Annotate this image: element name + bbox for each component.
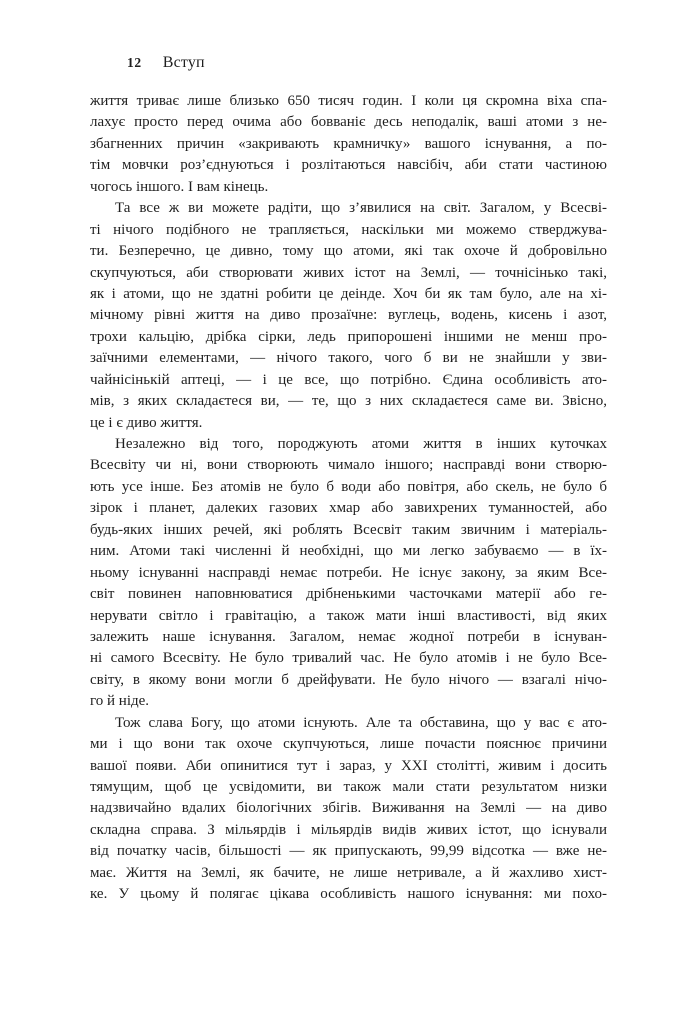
text-line: ні самого Всесвіту. Не було тривалий час. Не було атомів і не було Все- — [90, 650, 607, 667]
text-line: життя триває лише близько 650 тисяч годин. І коли ця скромна віха спа- — [90, 93, 607, 109]
section-title: Вступ — [162, 54, 205, 71]
text-line: ним. Атоми такі численні й необхідні, що ми легко забуваємо — в їх- — [90, 543, 607, 560]
text-line: тім мовчки роз’єднуються і розлітаються навсібіч, аби стати частиною — [90, 157, 607, 174]
paragraph — [90, 91, 607, 198]
text-line: складна справа. З мільярдів і мільярдів видів живих істот, що існували — [90, 821, 607, 838]
text-line: ньому існуванні насправді немає потреби. Не існує закону, за яким Все- — [90, 564, 607, 581]
text-line: трохи кальцію, дрібка сірки, ледь припорошені іншими не менш про- — [90, 328, 607, 345]
text-line: чогось іншого. І вам кінець. — [90, 178, 269, 195]
text-line: мів, з яких складаєтеся ви, — те, що з них складаєтеся саме ви. Звісно, — [90, 393, 607, 410]
paragraph — [90, 434, 607, 713]
page-number: 12 — [127, 55, 142, 70]
text-line: Незалежно від того, породжують атоми життя в інших куточках — [115, 436, 607, 452]
text-line: світу, в якому вони могли б дрейфувати. Не було нічого — взагалі нічо- — [90, 671, 607, 688]
text-line: ми і що вони так охоче скупчуються, лише почасти пояснює причини — [90, 736, 607, 753]
text-line: як і атоми, що не здатні робити це деінде. Хоч би як там було, але на хі- — [90, 285, 607, 302]
text-line: тямущим, щоб це усвідомити, ви також мали стати результатом низки — [90, 779, 607, 795]
text-line: надзвичайно вдалих біологічних збігів. Виживання на Землі — на диво — [90, 800, 607, 817]
running-head — [127, 54, 205, 72]
text-line: нерувати світло і гравітацію, а також мати інші властивості, від яких — [90, 607, 607, 624]
text-line: це і є диво життя. — [90, 414, 203, 431]
text-line: мічному рівні життя на диво прозаїчне: вуглець, водень, кисень і азот, — [90, 307, 607, 324]
text-line: Та все ж ви можете радіти, що з’явилися на світ. Загалом, у Всесві- — [115, 200, 607, 217]
text-line: залежить наше існування. Загалом, немає жодної потреби в існуван- — [90, 628, 607, 645]
text-line: ті нічого подібного не трапляється, наскільки ми можемо стверджува- — [90, 221, 607, 238]
text-line: ти. Безперечно, це дивно, тому що атоми, які так охоче й добровільно — [90, 243, 607, 260]
body-text — [90, 91, 607, 906]
text-line: ють усе інше. Без атомів не було б води або повітря, або скель, не було б — [90, 478, 607, 495]
paragraph — [90, 713, 607, 906]
text-line: заїчними елементами, — нічого такого, чого б ви не знайшли у зви- — [90, 350, 607, 367]
text-line: скупчуються, аби створювати живих істот на Землі, — точнісінько такі, — [90, 264, 607, 281]
text-line: збагненних причин «закривають крамничку» вашого існування, а по- — [90, 135, 607, 152]
text-line: Тож слава Богу, що атоми існують. Але та обставина, що у вас є ато- — [115, 714, 607, 731]
text-line: від початку часів, більшості — як припускають, 99,99 відсотка — вже не- — [90, 843, 607, 860]
text-line: будь-яких інших речей, які роблять Всесвіт таким звичним і матеріаль- — [90, 521, 607, 538]
text-line: ке. У цьому й полягає цікава особливість нашого існування: ми похо- — [90, 886, 607, 903]
text-line: світ повинен наповнюватися дрібненькими часточками матерії або ге- — [90, 586, 607, 603]
text-line: має. Життя на Землі, як бачите, не лише нетривале, а й жахливо хист- — [90, 864, 607, 881]
text-line: лахує просто перед очима або бовваніє десь неподалік, ваші атоми з не- — [90, 114, 607, 131]
text-line: Всесвіту чи ні, вони створюють чимало іншого; насправді вони створю- — [90, 457, 607, 474]
text-line: зірок і планет, далеких газових хмар або завихрених туманностей, або — [90, 500, 607, 517]
text-line: чайнісінькій аптеці, — і це все, що потрібно. Єдина особливість ато- — [90, 371, 607, 388]
paragraph — [90, 198, 607, 434]
text-line: вашої появи. Аби опинитися тут і зараз, у XXI столітті, живим і досить — [90, 757, 607, 774]
text-line: го й ніде. — [90, 693, 150, 710]
